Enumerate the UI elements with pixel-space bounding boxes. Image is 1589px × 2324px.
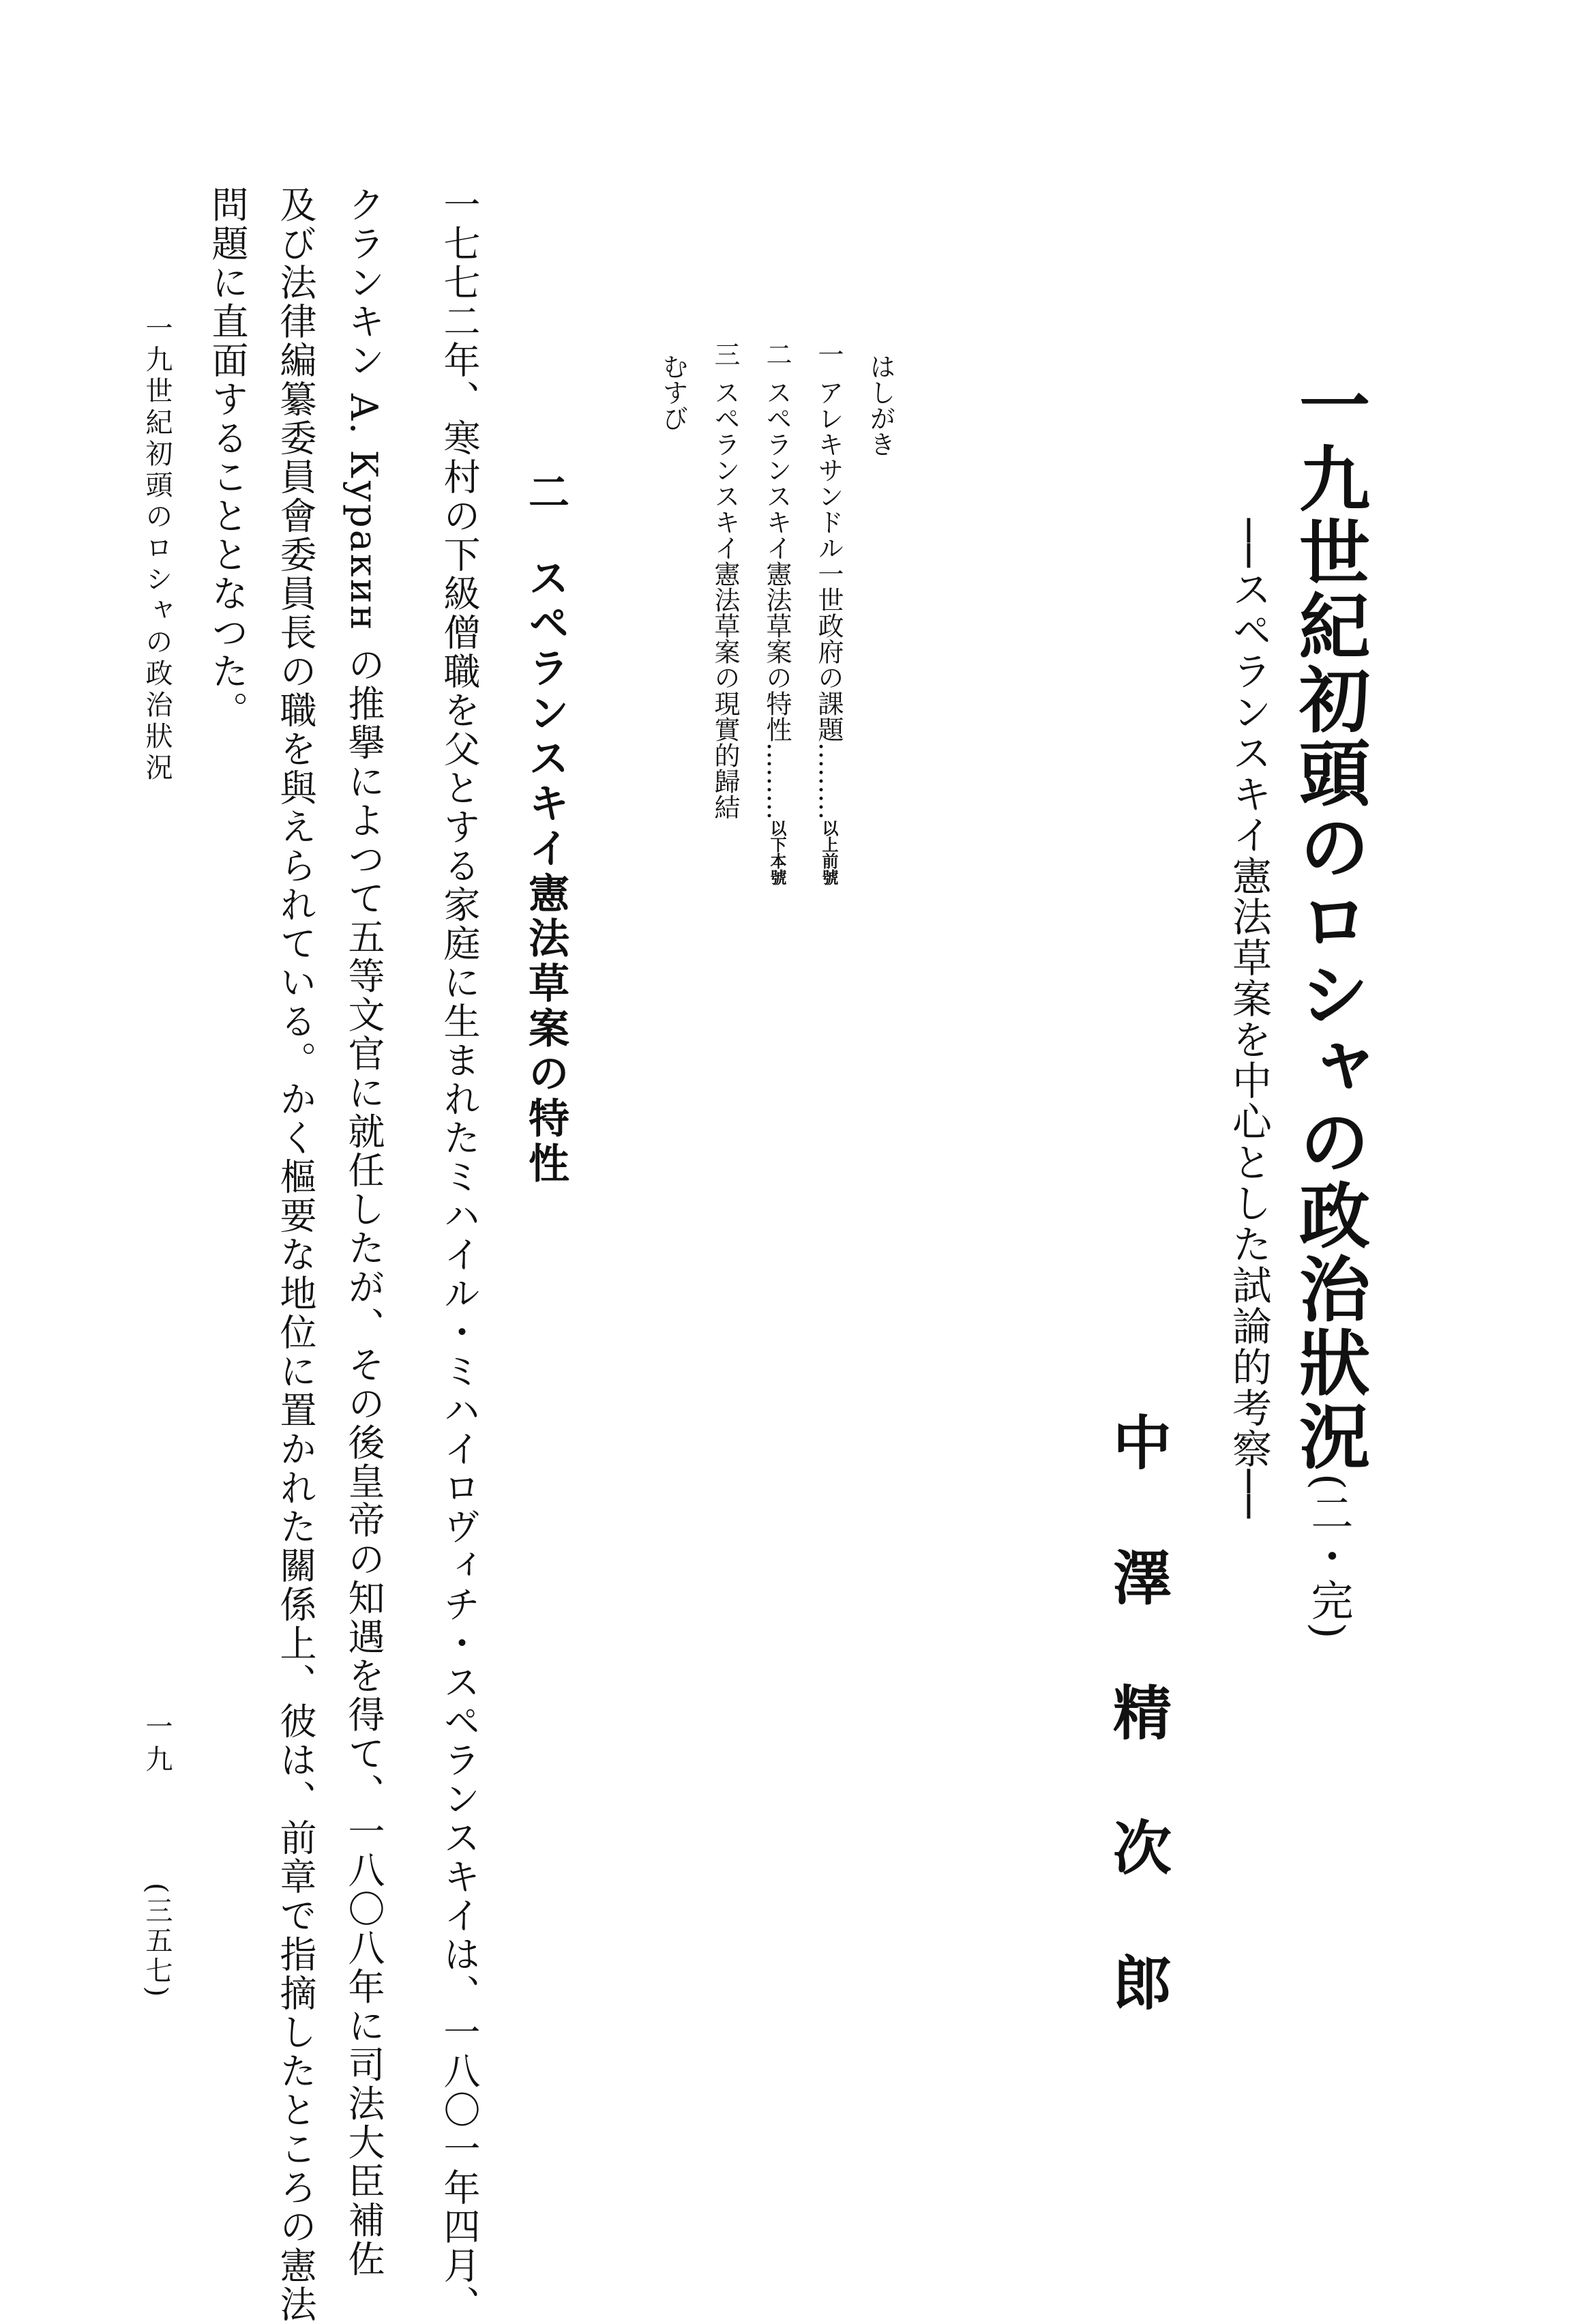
- volume-page-number: (三五七): [141, 1883, 173, 2000]
- toc-item: [764, 341, 790, 885]
- toc-item-label: スペランスキイ憲法草案の特性………: [762, 379, 792, 820]
- toc-item-number: 三: [710, 341, 740, 367]
- body-text-line: 問題に直面することとなつた。: [206, 186, 249, 730]
- toc-item-label: スペランスキイ憲法草案の現實的歸結: [710, 379, 740, 820]
- section-heading: [522, 471, 569, 1187]
- body-text-line: 一七七二年、寒村の下級僧職を父とする家庭に生まれたミハイル・ミハイロヴィチ・スペランスキイは、一八〇一年四月、: [438, 186, 481, 2324]
- toc-item: [867, 341, 893, 457]
- running-title: 一九世紀初頭のロシャの政治狀況: [141, 314, 173, 784]
- article-subtitle: ──スペランスキイ憲法草案を中心とした試論的考察──: [1226, 518, 1272, 1520]
- toc-item-number: 二: [762, 341, 792, 367]
- title-main: 一九世紀初頭のロシャの政治狀況: [1287, 368, 1371, 1473]
- article-title: [1287, 368, 1371, 1641]
- toc-item-label: アレキサンドル一世政府の課題………: [814, 379, 844, 820]
- toc-item-note: 以下本號: [767, 820, 787, 885]
- toc-item: [816, 341, 842, 885]
- body-text-line: クランキン A. Куракин の推擧によつて五等文官に就任したが、その後皇帝の知遇を得て、一八〇八年に司法大臣補佐: [342, 186, 385, 2279]
- title-part: (二・完): [1304, 1473, 1354, 1641]
- toc-item-label: はしがき: [865, 353, 895, 457]
- toc-item-number: 一: [814, 341, 844, 367]
- toc-item: [660, 341, 686, 431]
- toc-item-note: 以上前號: [819, 820, 839, 885]
- page-number: 一九: [141, 1712, 173, 1778]
- body-text-line: 及び法律編纂委員會委員長の職を與えられている。かく樞要な地位に置かれた關係上、彼は、前章で指摘したところの憲法: [274, 186, 317, 2324]
- section-number: 二: [522, 471, 569, 516]
- toc-item: [712, 341, 738, 820]
- toc-item-label: むすび: [658, 353, 688, 431]
- section-title: スペランスキイ憲法草案の特性: [522, 557, 569, 1187]
- author-name: 中澤精次郎: [1103, 1412, 1172, 2087]
